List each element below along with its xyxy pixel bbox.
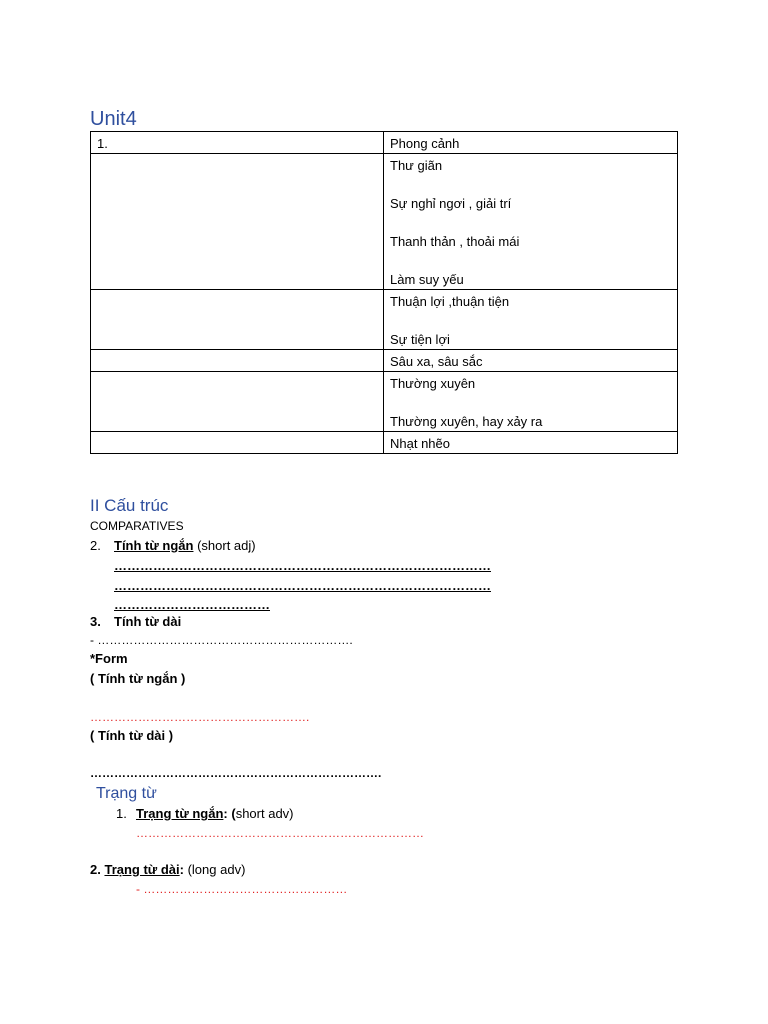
cell-spacer <box>390 311 671 330</box>
item3-dots: - ………………………………………………………. <box>90 633 353 647</box>
vocab-term-cell <box>91 350 384 372</box>
item3-number: 3. <box>90 614 101 629</box>
adv-item2-note: (long adv) <box>187 862 246 877</box>
item2-dots-1: …………………………………………………………………………… <box>114 558 491 573</box>
item2-dots-2: …………………………………………………………………………… <box>114 578 491 593</box>
vocab-meaning: Phong cảnh <box>390 136 460 151</box>
adv-item2-line <box>90 862 245 877</box>
vocab-meaning: Thường xuyên <box>390 376 476 391</box>
vocab-meaning-cell <box>384 290 678 350</box>
vocab-meaning: Sâu xa, sâu sắc <box>390 354 483 369</box>
adverbs-title: Trạng từ <box>96 785 157 802</box>
vocab-meaning-cell <box>384 432 678 454</box>
item3-label: Tính từ dài <box>114 614 182 629</box>
vocab-meaning: Sự nghỉ ngơi , giải trí <box>390 196 512 211</box>
vocab-term-cell <box>91 432 384 454</box>
adv-item1-colon: : ( <box>223 806 236 821</box>
item2-dots-3: ……………………………… <box>114 597 270 612</box>
vocab-row <box>91 432 678 454</box>
vocab-meaning: Nhạt nhẽo <box>390 436 450 451</box>
vocab-table <box>90 131 678 454</box>
vocab-meaning-cell <box>384 154 678 290</box>
adv-item2-number: 2. <box>90 862 101 877</box>
adv-item1-line <box>136 806 294 821</box>
form-short-dots: ………………………………………………. <box>90 710 310 724</box>
unit-title: Unit4 <box>90 108 137 130</box>
item2-number: 2. <box>90 538 101 553</box>
vocab-row <box>91 154 678 290</box>
form-long-label: ( Tính từ dài ) <box>90 728 174 743</box>
vocab-meaning: Thanh thản , thoải mái <box>390 234 520 249</box>
vocab-meaning: Thuận lợi ,thuận tiện <box>390 294 510 309</box>
vocab-meaning-cell <box>384 372 678 432</box>
vocab-meaning: Sự tiện lợi <box>390 332 450 347</box>
vocab-meaning-cell <box>384 132 678 154</box>
vocab-row <box>91 350 678 372</box>
vocab-meaning-cell <box>384 350 678 372</box>
cell-spacer <box>390 175 671 194</box>
vocab-row <box>91 132 678 154</box>
vocab-meaning: Thư giãn <box>390 158 443 173</box>
cell-spacer <box>390 393 671 412</box>
item2-note: (short adj) <box>197 538 256 553</box>
vocab-meaning: Làm suy yếu <box>390 272 464 287</box>
cell-spacer <box>390 251 671 270</box>
adv-item1-label: Trạng từ ngắn <box>136 806 224 821</box>
vocab-table-body <box>91 132 678 454</box>
adv-item2-colon: : <box>179 862 184 877</box>
vocab-row <box>91 372 678 432</box>
adv-item2-dots: - …………………………………………… <box>136 882 348 896</box>
adv-item1-note: short adv) <box>235 806 294 821</box>
item2-label: Tính từ ngắn <box>114 538 194 553</box>
vocab-row <box>91 290 678 350</box>
vocab-term-cell <box>91 372 384 432</box>
vocab-meaning: Thường xuyên, hay xảy ra <box>390 414 543 429</box>
adv-item2-label: Trạng từ dài <box>104 862 180 877</box>
item2-line <box>114 538 256 553</box>
form-label: *Form <box>90 651 128 666</box>
vocab-term-cell: 1. <box>91 132 384 154</box>
vocab-term-cell <box>91 154 384 290</box>
vocab-term-cell <box>91 290 384 350</box>
comparatives-label: COMPARATIVES <box>90 519 184 533</box>
adv-item1-number: 1. <box>116 806 127 821</box>
adv-item1-dots: ……………………………………………………………… <box>136 826 424 840</box>
form-long-dots: ………………………………………………………………. <box>90 766 382 780</box>
cell-spacer <box>390 213 671 232</box>
section-title: II Cấu trúc <box>90 496 169 515</box>
form-short-label: ( Tính từ ngắn ) <box>90 671 186 686</box>
